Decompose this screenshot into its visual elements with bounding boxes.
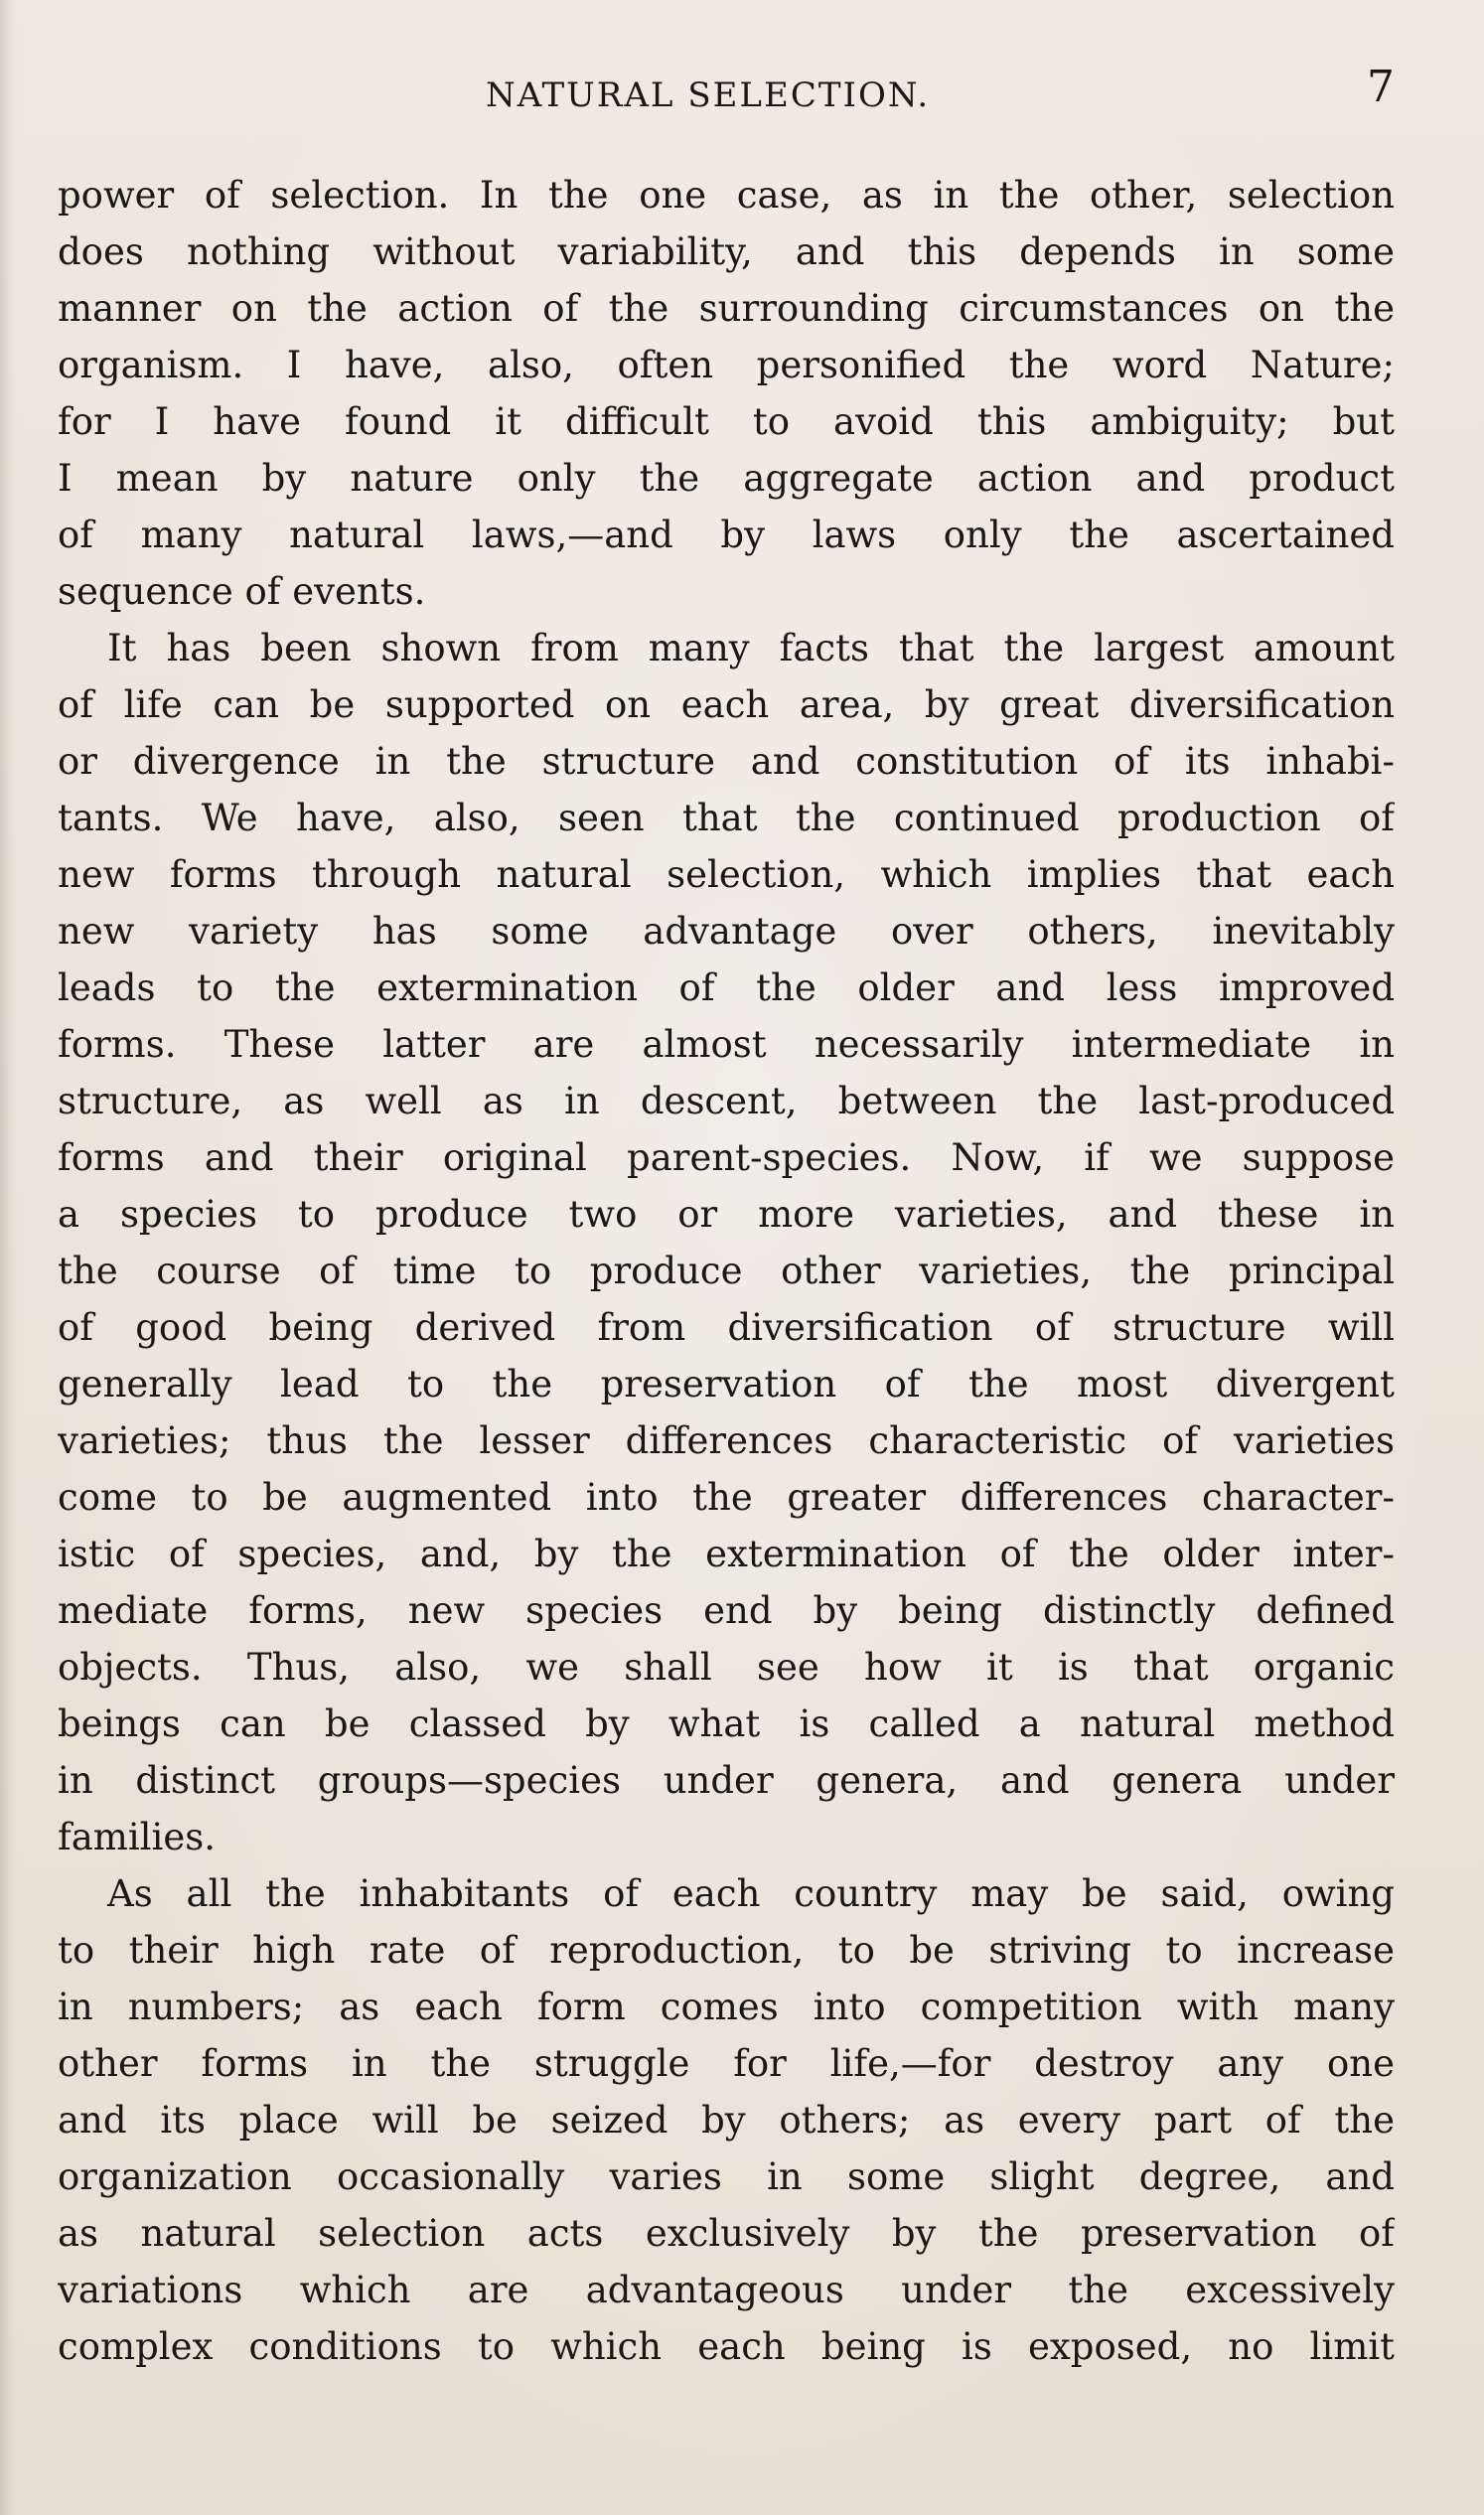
text-line: new forms through natural selection, which implies that each — [58, 853, 1395, 896]
text-line: variations which are advantageous under the excessively — [58, 2269, 1395, 2311]
text-line: organization occasionally varies in some slight degree, and — [58, 2155, 1395, 2198]
paragraph — [58, 167, 1395, 620]
text-line: varieties; thus the lesser differences characteristic of varieties — [58, 1419, 1395, 1462]
text-line: istic of species, and, by the extermination of the older inter- — [58, 1533, 1395, 1575]
text-line: and its place will be seized by others; as every part of the — [58, 2099, 1395, 2142]
text-line: new variety has some advantage over others, inevitably — [58, 910, 1395, 953]
text-line: leads to the extermination of the older and less improved — [58, 966, 1395, 1009]
text-line: of good being derived from diversification of structure will — [58, 1306, 1395, 1349]
text-line: As all the inhabitants of each country may be said, owing — [107, 1872, 1395, 1915]
text-line: in numbers; as each form comes into competition with many — [58, 1986, 1395, 2028]
text-line: organism. I have, also, often personified the word Nature; — [58, 344, 1395, 386]
text-line: I mean by nature only the aggregate action and product — [58, 457, 1395, 500]
text-line: power of selection. In the one case, as in the other, selection — [58, 174, 1395, 217]
text-line: generally lead to the preservation of the most divergent — [58, 1363, 1395, 1405]
text-line: structure, as well as in descent, between the last-produced — [58, 1080, 1395, 1122]
text-line: as natural selection acts exclusively by the preservation of — [58, 2212, 1395, 2255]
body-text — [58, 167, 1395, 2375]
text-line: of life can be supported on each area, by great diversification — [58, 683, 1395, 726]
text-line: of many natural laws,—and by laws only the ascertained — [58, 514, 1395, 556]
text-line: a species to produce two or more varieties, and these in — [58, 1193, 1395, 1236]
text-line: forms and their original parent-species. Now, if we suppose — [58, 1136, 1395, 1179]
text-line: to their high rate of reproduction, to be striving to increase — [58, 1929, 1395, 1972]
text-line: for I have found it difficult to avoid this ambiguity; but — [58, 400, 1395, 443]
text-line: does nothing without variability, and this depends in some — [58, 230, 1395, 273]
text-line: It has been shown from many facts that the largest amount — [107, 627, 1395, 669]
text-line: forms. These latter are almost necessarily intermediate in — [58, 1023, 1395, 1066]
paragraph — [58, 620, 1395, 1865]
text-line: mediate forms, new species end by being distinctly defined — [58, 1589, 1395, 1632]
text-line: families. — [58, 1816, 216, 1858]
text-line: objects. Thus, also, we shall see how it is that organic — [58, 1646, 1395, 1689]
text-line: in distinct groups—species under genera, and genera under — [58, 1759, 1395, 1802]
text-line: manner on the action of the surrounding circumstances on the — [58, 287, 1395, 330]
text-line: complex conditions to which each being is exposed, no limit — [58, 2325, 1395, 2368]
text-line: tants. We have, also, seen that the continued production of — [58, 797, 1395, 839]
running-head: NATURAL SELECTION. — [486, 75, 931, 115]
page-header — [58, 62, 1395, 125]
text-line: or divergence in the structure and constitution of its inhabi- — [58, 740, 1395, 783]
page-number: 7 — [1367, 62, 1395, 112]
paragraph — [58, 1865, 1395, 2375]
text-line: other forms in the struggle for life,—for destroy any one — [58, 2042, 1395, 2085]
text-line: the course of time to produce other varieties, the principal — [58, 1250, 1395, 1292]
text-line: come to be augmented into the greater differences character- — [58, 1476, 1395, 1519]
text-line: sequence of events. — [58, 570, 426, 613]
text-line: beings can be classed by what is called a natural method — [58, 1702, 1395, 1745]
